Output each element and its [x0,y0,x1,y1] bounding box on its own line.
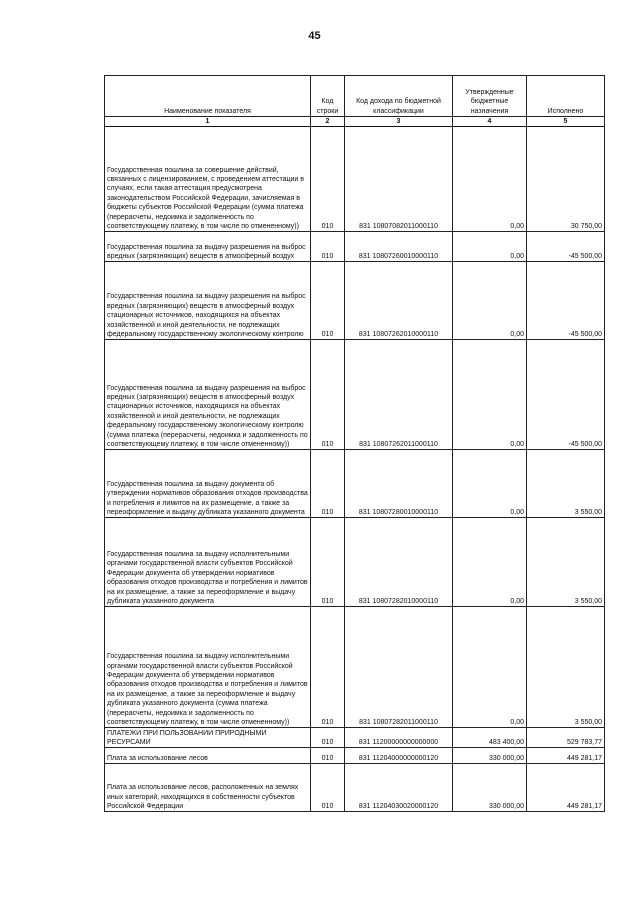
row-executed: 449 281,17 [527,748,605,764]
column-number: 5 [527,117,605,127]
row-kbk-code: 831 11200000000000000 [345,728,453,748]
row-kbk-code: 831 10807262010000110 [345,262,453,340]
table-row [105,748,605,764]
header-kbk: Код дохода по бюджетной классификации [345,76,453,117]
header-name: Наименование показателя [105,76,311,117]
row-code: 010 [311,232,345,262]
row-kbk-code: 831 10807280010000110 [345,450,453,518]
row-name: Государственная пошлина за выдачу разрешения на выброс вредных (загрязняющих) веществ в атмосферный воздух [105,232,311,262]
row-code: 010 [311,127,345,232]
row-kbk-code: 831 11204000000000120 [345,748,453,764]
table-row [105,728,605,748]
row-kbk-code: 831 10807262011000110 [345,340,453,450]
row-planned: 330 000,00 [453,748,527,764]
row-kbk-code: 831 10807282011000110 [345,607,453,728]
row-executed: -45 500,00 [527,232,605,262]
row-code: 010 [311,748,345,764]
row-kbk-code: 831 10807260010000110 [345,232,453,262]
table-row [105,764,605,812]
row-code: 010 [311,764,345,812]
row-code: 010 [311,607,345,728]
row-executed: -45 500,00 [527,262,605,340]
row-code: 010 [311,340,345,450]
row-name: Плата за использование лесов, расположенных на землях иных категорий, находящихся в собственности субъектов Российской Федерации [105,764,311,812]
column-number: 3 [345,117,453,127]
row-kbk-code: 831 11204030020000120 [345,764,453,812]
row-name: Государственная пошлина за выдачу разрешения на выброс вредных (загрязняющих) веществ в атмосферный воздух стационарных источников, находящихся на объектах хозяйственной и иной деятельности, не подлежащих федеральному государственному экологическому контролю (сумма платежа (перерасчеты, недоимка и задолженность по соответствующему платежу, в том числе отмененному)) [105,340,311,450]
row-kbk-code: 831 10807082011000110 [345,127,453,232]
table-header-row [105,76,605,117]
row-executed: 30 750,00 [527,127,605,232]
row-name: Государственная пошлина за выдачу документа об утверждении нормативов образования отходов производства и потребления и лимитов на их размещение, а также за переоформление и выдачу дубликата указанного документа [105,450,311,518]
row-code: 010 [311,728,345,748]
row-planned: 0,00 [453,232,527,262]
row-executed: -45 500,00 [527,340,605,450]
column-number: 2 [311,117,345,127]
column-number: 1 [105,117,311,127]
table-row [105,127,605,232]
row-name: Плата за использование лесов [105,748,311,764]
row-code: 010 [311,262,345,340]
page-number: 45 [308,30,321,42]
row-executed: 3 550,00 [527,518,605,607]
header-code: Код строки [311,76,345,117]
row-planned: 330 000,00 [453,764,527,812]
table-row [105,232,605,262]
row-name: Государственная пошлина за выдачу разрешения на выброс вредных (загрязняющих) веществ в атмосферный воздух стационарных источников, находящихся на объектах хозяйственной и иной деятельности, не подлежащих федеральному государственному экологическому контролю [105,262,311,340]
header-plan: Утвержденные бюджетные назначения [453,76,527,117]
row-executed: 449 281,17 [527,764,605,812]
table-row [105,607,605,728]
row-planned: 0,00 [453,340,527,450]
table-row [105,340,605,450]
table-row [105,262,605,340]
row-executed: 529 783,77 [527,728,605,748]
row-name: Государственная пошлина за выдачу исполнительными органами государственной власти субъектов Российской Федерации документа об утверждении нормативов образования отходов производства и потребления и лимитов на их размещение, а также за переоформление и выдачу дубликата указанного документа (сумма платежа (перерасчеты, недоимка и задолженность по соответствующему платежу, в том числе отмененному)) [105,607,311,728]
row-planned: 0,00 [453,518,527,607]
row-executed: 3 550,00 [527,607,605,728]
table-row [105,450,605,518]
row-name: Государственная пошлина за совершение действий, связанных с лицензированием, с проведением аттестации в случаях, если такая аттестация предусмотрена законодательством Российской Федерации, зачисляемая в бюджеты субъектов Российской Федерации (сумма платежа (перерасчеты, недоимка и задолженность по соответствующему платежу, в том числе по отмененному)) [105,127,311,232]
row-kbk-code: 831 10807282010000110 [345,518,453,607]
revenue-table [104,75,605,812]
row-name: Государственная пошлина за выдачу исполнительными органами государственной власти субъектов Российской Федерации документа об утверждении нормативов образования отходов производства и потребления и лимитов на их размещение, а также за переоформление и выдачу дубликата указанного документа [105,518,311,607]
column-number: 4 [453,117,527,127]
row-code: 010 [311,450,345,518]
row-planned: 0,00 [453,127,527,232]
row-planned: 483 400,00 [453,728,527,748]
header-done: Исполнено [527,76,605,117]
row-planned: 0,00 [453,262,527,340]
row-executed: 3 550,00 [527,450,605,518]
table-row [105,518,605,607]
column-number-row [105,117,605,127]
row-name: ПЛАТЕЖИ ПРИ ПОЛЬЗОВАНИИ ПРИРОДНЫМИ РЕСУРСАМИ [105,728,311,748]
row-planned: 0,00 [453,450,527,518]
row-planned: 0,00 [453,607,527,728]
row-code: 010 [311,518,345,607]
